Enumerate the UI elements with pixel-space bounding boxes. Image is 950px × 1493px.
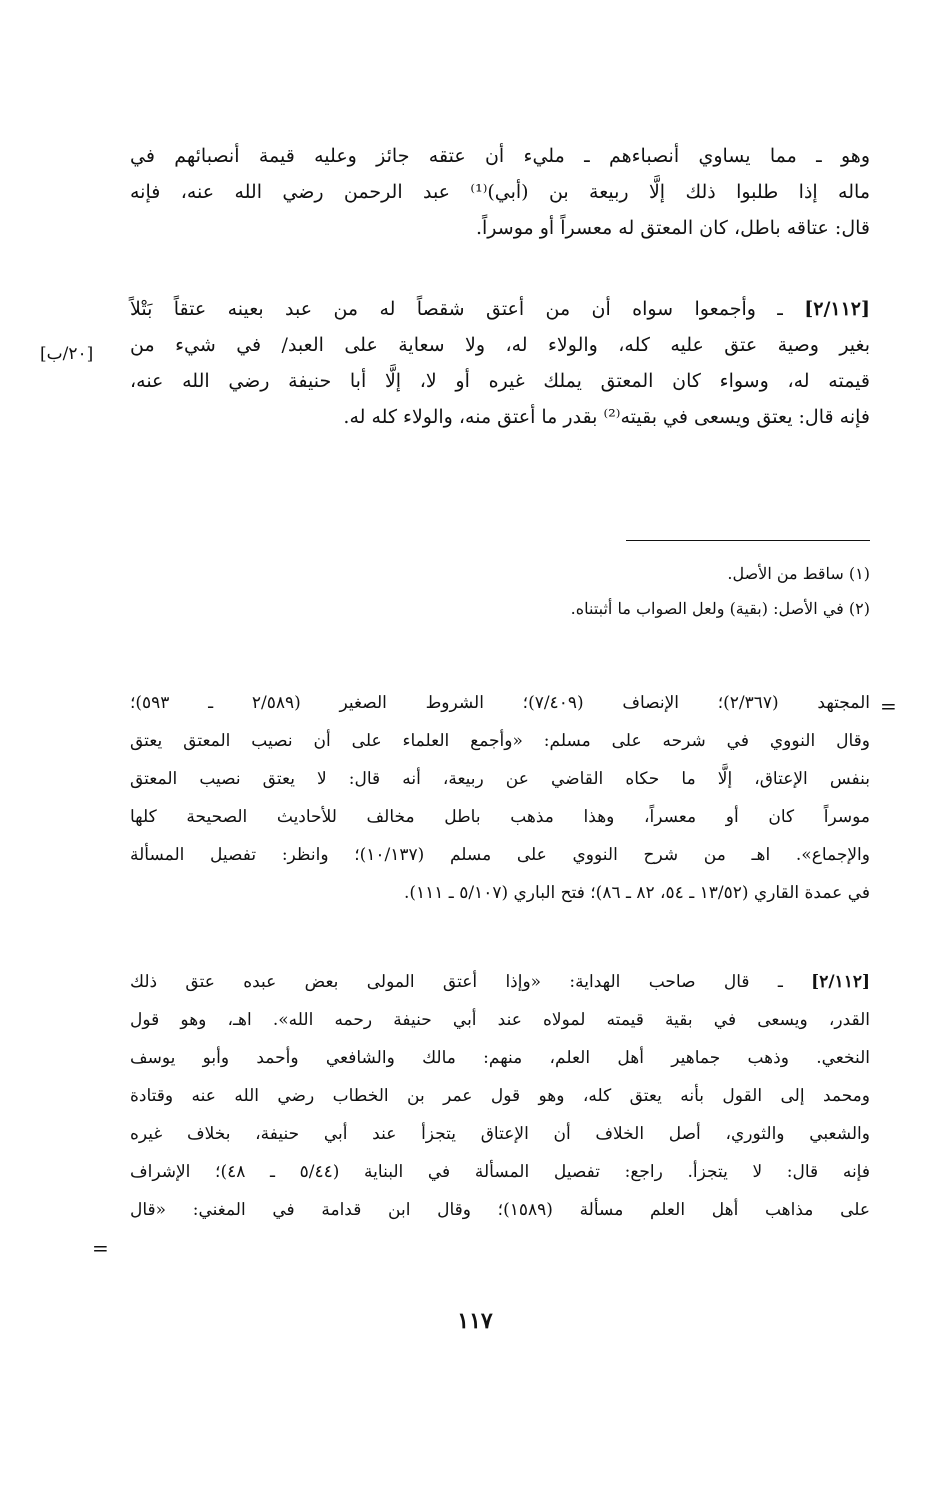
notes-block-2 [130,963,870,1229]
text-segment: ـ قال صاحب الهداية: «وإذا أعتق المولى بعض عبده عتق ذلك [130,972,783,992]
text-line: قال: عتاقه باطل، كان المعتق له معسراً أو موسراً. [475,217,870,239]
continuation-mark-end: = [92,1236,109,1260]
footnote: (١) ساقط من الأصل. [727,564,870,583]
continuation-mark-start: = [880,694,897,718]
footnote: (٢) في الأصل: (بقية) ولعل الصواب ما أثبتناه. [570,599,870,618]
section-reference: [٢/١١٢] [804,298,870,320]
note-line: المجتهد (٢/٣٦٧)؛ الإنصاف (٧/٤٠٩)؛ الشروط الصغير (٢/٥٨٩ ـ ٥٩٣)؛ [130,693,870,713]
text-segment: ـ وأجمعوا سواه أن من أعتق شقصاً له من عبد بعينه عتقاً بَتْلاً [130,298,783,320]
main-paragraph-2 [130,291,870,435]
note-line: وقال النووي في شرحه على مسلم: «وأجمع العلماء على أن نصيب المعتق يعتق [130,731,870,751]
main-paragraph-1 [130,138,870,246]
notes-block-1 [130,684,870,912]
note-line: القدر، ويسعى في بقية قيمته لمولاه عند أبي حنيفة رحمه الله». اهـ، وهو قول [130,1010,870,1030]
manuscript-folio-marker: [٢٠/ب] [40,344,94,364]
note-line: فإنه قال: لا يتجزأ. راجع: تفصيل المسألة في البناية (٥/٤٤ ـ ٤٨)؛ الإشراف [130,1162,870,1182]
text-line: وهو ـ مما يساوي أنصباءهم ـ مليء أن عتقه جائز وعليه قيمة أنصبائهم في [130,145,870,167]
note-line: على مذاهب أهل العلم مسألة (١٥٨٩)؛ وقال ابن قدامة في المغني: «قال [130,1200,871,1220]
note-line: النخعي. وذهب جماهير أهل العلم، منهم: مالك والشافعي وأحمد وأبو يوسف [130,1048,870,1068]
page-number: ١١٧ [457,1308,493,1334]
section-reference: [٢/١١٢] [811,972,870,992]
text-line [130,291,870,327]
text-line: بغير وصية عتق عليه كله، والولاء له، ولا سعاية على العبد/ في شيء من [130,334,870,356]
note-line: موسراً كان أو معسراً، وهذا مذهب باطل مخالف للأحاديث الصحيحة كلها [130,807,870,827]
note-line [130,963,870,1001]
text-line: فإنه قال: يعتق ويسعى في بقيته⁽²⁾ بقدر ما أعتق منه، والولاء كله له. [343,406,870,428]
footnotes [130,556,870,626]
note-line: في عمدة القاري (١٣/٥٢ ـ ٥٤، ٨٢ ـ ٨٦)؛ فتح الباري (٥/١٠٧ ـ ١١١). [403,883,870,903]
note-line: ومحمد إلى القول بأنه يعتق كله، وهو قول عمر بن الخطاب رضي الله عنه وقتادة [130,1086,870,1106]
note-line: والإجماع». اهـ من شرح النووي على مسلم (١٠/١٣٧)؛ وانظر: تفصيل المسألة [130,845,870,865]
note-line: بنفس الإعتاق، إلَّا ما حكاه القاضي عن ربيعة، أنه قال: لا يعتق نصيب المعتق [130,769,870,789]
text-line: قيمته له، وسواء كان المعتق يملك غيره أو لا، إلَّا أبا حنيفة رضي الله عنه، [130,370,870,392]
note-line: والشعبي والثوري، أصل الخلاف أن الإعتاق يتجزأ عند أبي حنيفة، بخلاف غيره [130,1124,870,1144]
footnote-separator [626,540,870,541]
text-line: ماله إذا طلبوا ذلك إلَّا ربيعة بن (أبي)⁽¹⁾ عبد الرحمن رضي الله عنه، فإنه [130,181,870,203]
